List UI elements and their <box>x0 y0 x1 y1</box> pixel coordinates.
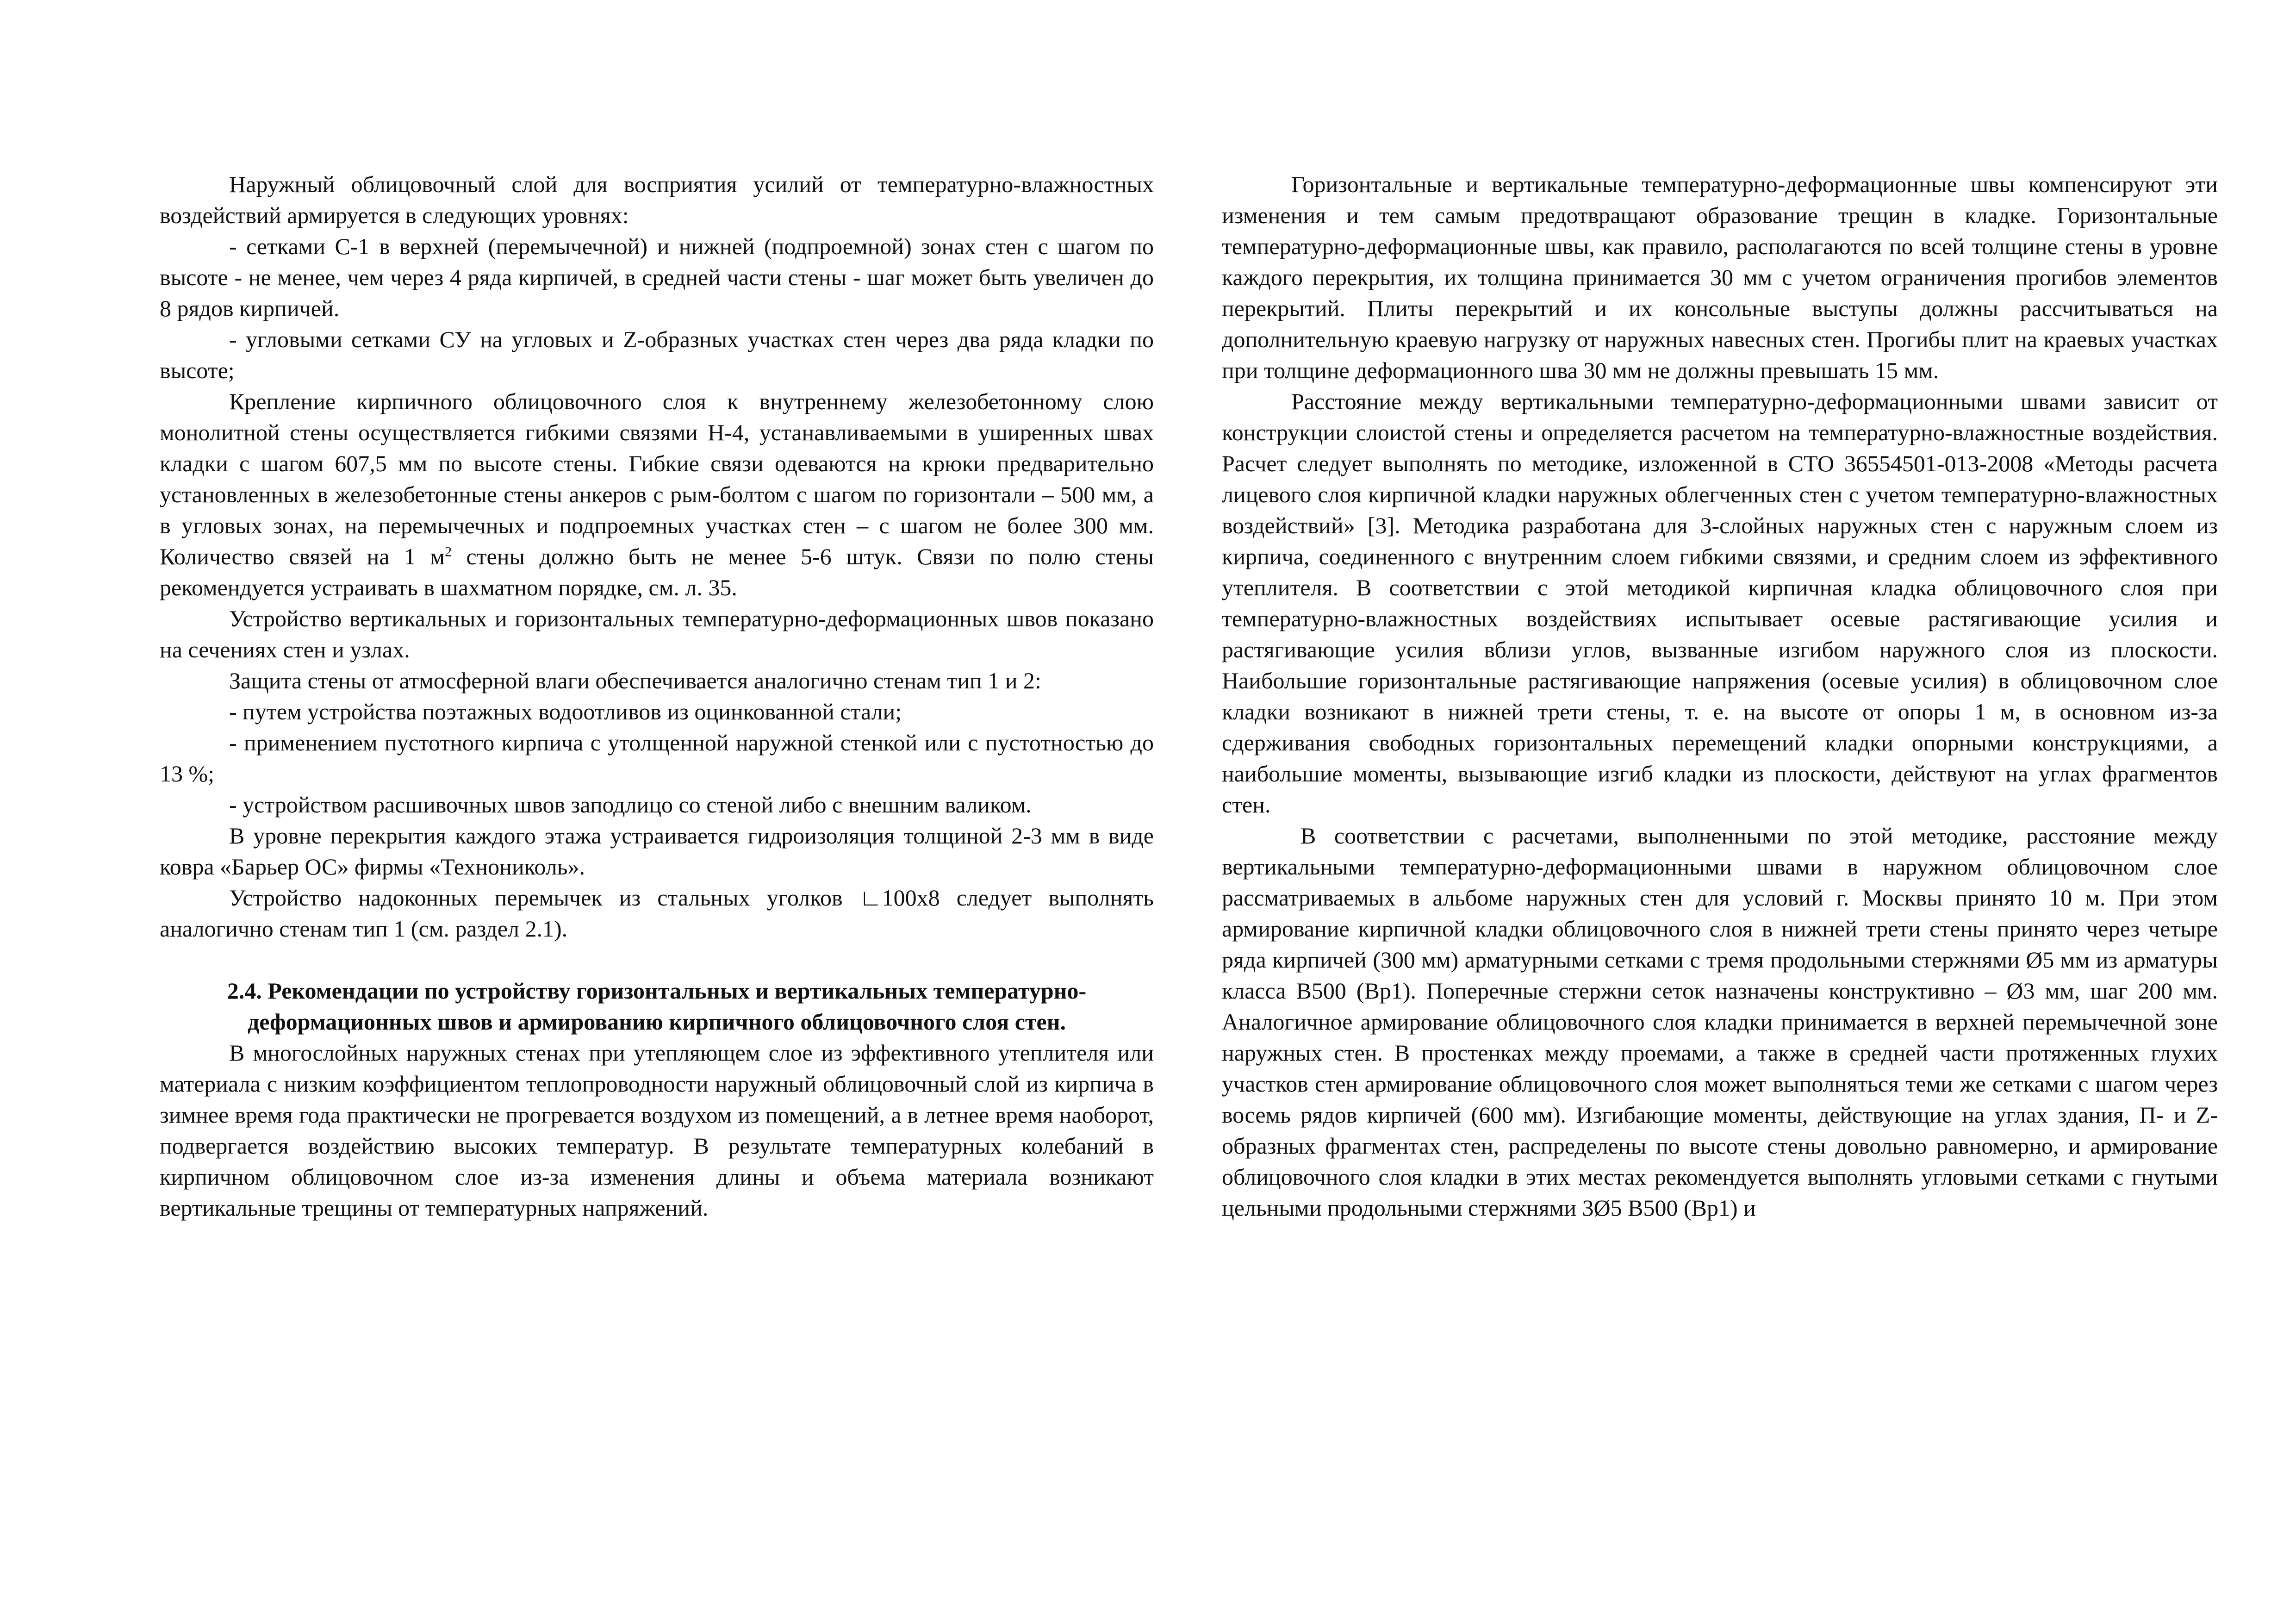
section-heading: 2.4. Рекомендации по устройству горизонтальных и вертикальных температурно-деформационных швов и армированию кирпичного облицовочного слоя стен. <box>227 978 1087 1035</box>
paragraph: Наружный облицовочный слой для восприятия усилий от температурно-влажностных воздействий армируется в следующих уровнях: <box>160 171 1154 228</box>
left-text-column <box>160 169 1154 1224</box>
paragraph: В уровне перекрытия каждого этажа устраивается гидроизоляция толщиной 2-3 мм в виде ковра «Барьер ОС» фирмы «Технониколь». <box>160 823 1154 880</box>
right-text-column <box>1222 169 2218 1224</box>
paragraph: Защита стены от атмосферной влаги обеспечивается аналогично стенам тип 1 и 2: <box>229 668 1041 693</box>
paragraph: - устройством расшивочных швов заподлицо со стеной либо с внешним валиком. <box>229 792 1032 818</box>
paragraph: - применением пустотного кирпича с утолщенной наружной стенкой или с пустотностью до 13 %; <box>160 730 1154 787</box>
paragraph: - путем устройства поэтажных водоотливов из оцинкованной стали; <box>229 699 902 725</box>
paragraph: Расстояние между вертикальными температурно-деформационными швами зависит от конструкции слоистой стены и определяется расчетом на температурно-влажностные воздействия. Расчет следует выполнять по методике, изложенной в СТО 36554501-013-2008 «Методы расчета лицевого слоя кирпичной кладки наружных облегченных стен с учетом температурно-влажностных воздействий» [3]. Методика разработана для 3-слойных наружных стен с наружным слоем из кирпича, соединенного с внутренним слоем гибкими связями, и средним слоем из эффективного утеплителя. В соответствии с этой методикой кирпичная кладка облицовочного слоя при температурно-влажностных воздействиях испытывает осевые растягивающие усилия и растягивающие усилия вблизи углов, вызванные изгибом наружного слоя из плоскости. Наибольшие горизонтальные растягивающие напряжения (осевые усилия) в облицовочном слое кладки возникают в нижней трети стены, т. е. на высоте от опоры 1 м, в основном из-за сдерживания свободных горизонтальных перемещений кладки опорными конструкциями, а наибольшие моменты, вызывающие изгиб кладки из плоскости, действуют на углах фрагментов стен. <box>1222 388 2218 818</box>
paragraph: В соответствии с расчетами, выполненными по этой методике, расстояние между вертикальными температурно-деформационными швами в наружном облицовочном слое рассматриваемых в альбоме наружных стен для условий г. Москвы принято 10 м. При этом армирование кирпичной кладки облицовочного слоя в нижней трети стены принято через четыре ряда кирпичей (300 мм) арматурными сетками с тремя продольными стержнями Ø5 мм из арматуры класса В500 (Вр1). Поперечные стержни сеток назначены конструктивно – Ø3 мм, шаг 200 мм. Аналогичное армирование облицовочного слоя кладки принимается в верхней перемычечной зоне наружных стен. В простенках между проемами, а также в средней части протяженных глухих участков стен армирование облицовочного слоя может выполняться теми же сетками с шагом через восемь рядов кирпичей (600 мм). Изгибающие моменты, действующие на углах здания, П- и Z-образных фрагментах стен, распределены по высоте стены довольно равномерно, и армирование облицовочного слоя кладки в этих местах рекомендуется выполнять угловыми сетками с гнутыми цельными продольными стержнями 3Ø5 В500 (Вр1) и <box>1222 823 2218 1221</box>
paragraph: - угловыми сетками СУ на угловых и Z-образных участках стен через два ряда кладки по высоте; <box>160 326 1154 383</box>
paragraph-text: стены должно быть не менее 5-6 штук. Связи по полю стены рекомендуется устраивать в шахматном порядке, см. л. 35. <box>160 543 1154 600</box>
paragraph: Устройство надоконных перемычек из стальных уголков ∟100х8 следует выполнять аналогично стенам тип 1 (см. раздел 2.1). <box>160 885 1154 942</box>
paragraph-with-superscript <box>160 386 1154 603</box>
paragraph: В многослойных наружных стенах при утепляющем слое из эффективного утеплителя или материала с низким коэффициентом теплопроводности наружный облицовочный слой из кирпича в зимнее время года практически не прогревается воздухом из помещений, а в летнее время наоборот, подвергается воздействию высоких температур. В результате температурных колебаний в кирпичном облицовочном слое из-за изменения длины и объема материала возникают вертикальные трещины от температурных напряжений. <box>160 1040 1154 1221</box>
paragraph-text: Крепление кирпичного облицовочного слоя к внутреннему железобетонному слою монолитной стены осуществляется гибкими связями Н-4, устанавливаемыми в уширенных швах кладки с шагом 607,5 мм по высоте стены. Гибкие связи одеваются на крюки предварительно установленных в железобетонные стены анкеров с рым-болтом с шагом по горизонтали – 500 мм, а в угловых зонах, на перемычечных и подпроемных участках стен – с шагом не более 300 мм. Количество связей на 1 м <box>160 388 1154 569</box>
paragraph: Горизонтальные и вертикальные температурно-деформационные швы компенсируют эти изменения и тем самым предотвращают образование трещин в кладке. Горизонтальные температурно-деформационные швы, как правило, располагаются по всей толщине стены в уровне каждого перекрытия, их толщина принимается 30 мм с учетом ограничения прогибов элементов перекрытий. Плиты перекрытий и их консольные выступы должны рассчитываться на дополнительную краевую нагрузку от наружных навесных стен. Прогибы плит на краевых участках при толщине деформационного шва 30 мм не должны превышать 15 мм. <box>1222 171 2218 383</box>
paragraph: - сетками С-1 в верхней (перемычечной) и нижней (подпроемной) зонах стен с шагом по высоте - не менее, чем через 4 ряда кирпичей, в средней части стены - шаг может быть увеличен до 8 рядов кирпичей. <box>160 233 1154 321</box>
paragraph: Устройство вертикальных и горизонтальных температурно-деформационных швов показано на сечениях стен и узлах. <box>160 606 1154 662</box>
superscript: 2 <box>445 544 452 560</box>
